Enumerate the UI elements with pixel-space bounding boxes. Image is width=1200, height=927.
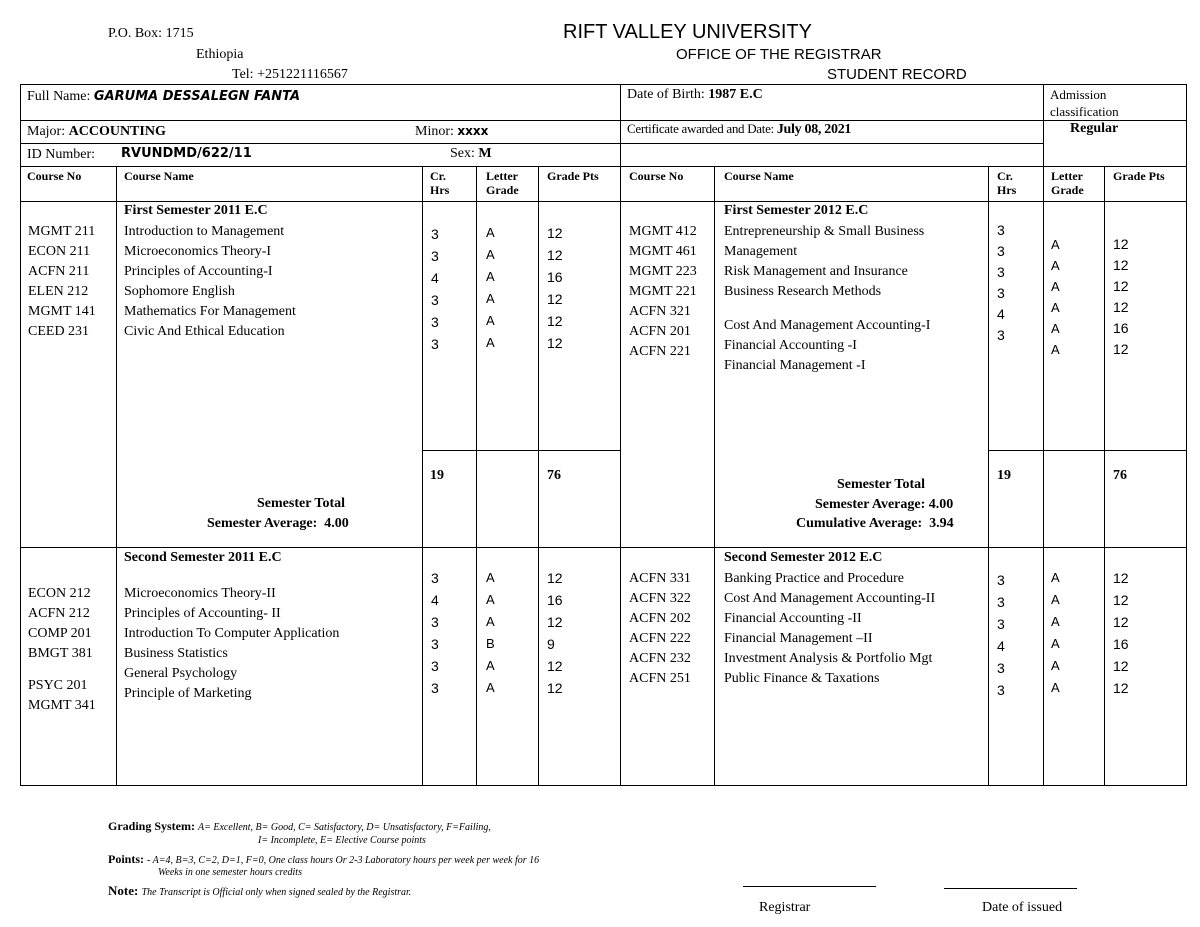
major-label: Major: bbox=[27, 124, 66, 139]
list-item: Management bbox=[724, 244, 798, 259]
list-item: Introduction To Computer Application bbox=[124, 626, 340, 641]
list-item: MGMT 412 bbox=[629, 224, 697, 239]
sex-field bbox=[450, 146, 492, 162]
sex-label: Sex: bbox=[450, 146, 475, 161]
country: Ethiopia bbox=[196, 47, 244, 62]
major-value: ACCOUNTING bbox=[68, 124, 166, 139]
id-label: ID Number: bbox=[27, 147, 96, 162]
list-item: ACFN 331 bbox=[629, 571, 691, 586]
list-item: ACFN 212 bbox=[28, 606, 90, 621]
list-item: BMGT 381 bbox=[28, 646, 93, 661]
list-item: COMP 201 bbox=[28, 626, 92, 641]
sem-2011-2-title: Second Semester 2011 E.C bbox=[124, 550, 282, 565]
list-item: ACFN 221 bbox=[629, 344, 691, 359]
list-item: ACFN 202 bbox=[629, 611, 691, 626]
list-item: Financial Management –II bbox=[724, 631, 873, 646]
sem-2012-1-total-hrs: 19 bbox=[997, 468, 1011, 483]
sem-2011-1-total-label: Semester Total bbox=[257, 496, 346, 511]
grading-line-2: I= Incomplete, E= Elective Course points bbox=[258, 835, 426, 846]
list-item: Mathematics For Management bbox=[124, 304, 296, 319]
list-item: ACFN 201 bbox=[629, 324, 691, 339]
list-item: MGMT 211 bbox=[28, 224, 96, 239]
sem-2011-2-points: 12 16 12 9 12 12 bbox=[547, 570, 563, 696]
sem-2011-2-course-nos-a bbox=[28, 584, 93, 664]
sem-2012-1-course-names-a bbox=[724, 222, 924, 302]
sem-2012-1-title: First Semester 2012 E.C bbox=[724, 203, 869, 218]
points-info bbox=[108, 852, 539, 867]
note-label: Note: bbox=[108, 883, 139, 898]
list-item: MGMT 341 bbox=[28, 698, 96, 713]
registrar-signature-line bbox=[743, 886, 876, 887]
full-name-field bbox=[27, 89, 300, 105]
sem-2012-1-total-pts: 76 bbox=[1113, 468, 1127, 483]
list-item: ECON 212 bbox=[28, 586, 91, 601]
sem-2012-2-cr-hrs: 3 3 3 4 3 3 bbox=[997, 572, 1005, 698]
grading-line-1: A= Excellent, B= Good, C= Satisfactory, D= Unsatisfactory, F=Failing, bbox=[198, 822, 491, 833]
list-item: General Psychology bbox=[124, 666, 238, 681]
major-field bbox=[27, 124, 166, 140]
list-item: Business Statistics bbox=[124, 646, 228, 661]
sem-2011-1-title: First Semester 2011 E.C bbox=[124, 203, 268, 218]
list-item: Sophomore English bbox=[124, 284, 235, 299]
points-line-1: - A=4, B=3, C=2, D=1, F=0, One class hours Or 2-3 Laboratory hours per week per week for 16 bbox=[147, 855, 540, 866]
certificate-label: Certificate awarded and Date: bbox=[627, 121, 774, 136]
list-item: CEED 231 bbox=[28, 324, 90, 339]
list-item: Introduction to Management bbox=[124, 224, 285, 239]
list-item: Banking Practice and Procedure bbox=[724, 571, 904, 586]
list-item: Civic And Ethical Education bbox=[124, 324, 285, 339]
sem-2012-2-course-nos bbox=[629, 569, 691, 689]
sem-2012-2-course-names bbox=[724, 569, 935, 689]
university-name: RIFT VALLEY UNIVERSITY bbox=[563, 21, 812, 43]
id-value: RVUNDMD/622/11 bbox=[121, 146, 252, 161]
registrar-label: Registrar bbox=[759, 900, 811, 915]
list-item: MGMT 223 bbox=[629, 264, 697, 279]
minor-field bbox=[415, 124, 488, 140]
list-item: Investment Analysis & Portfolio Mgt bbox=[724, 651, 933, 666]
sem-2012-1-cumulative: Cumulative Average: 3.94 bbox=[796, 516, 954, 531]
student-record-title: STUDENT RECORD bbox=[827, 66, 967, 83]
full-name-label: Full Name: bbox=[27, 89, 91, 104]
sem-2011-2-cr-hrs: 3 4 3 3 3 3 bbox=[431, 570, 439, 696]
dob-field bbox=[627, 87, 763, 103]
grading-system bbox=[108, 819, 491, 834]
sem-2012-1-course-nos bbox=[629, 222, 697, 362]
list-item: Public Finance & Taxations bbox=[724, 671, 880, 686]
header-grade-pts-2: Grade Pts bbox=[1113, 169, 1165, 183]
po-box: P.O. Box: 1715 bbox=[108, 26, 194, 41]
list-item: ACFN 322 bbox=[629, 591, 691, 606]
list-item: Principle of Marketing bbox=[124, 686, 252, 701]
list-item: Financial Management -I bbox=[724, 358, 866, 373]
sem-2011-2-course-names-a bbox=[124, 584, 339, 664]
sem-2011-2-grades: A A A B A A bbox=[486, 570, 495, 695]
grading-label: Grading System: bbox=[108, 819, 195, 833]
list-item: Financial Accounting -II bbox=[724, 611, 862, 626]
sem-2012-1-points: 12 12 12 12 16 12 bbox=[1113, 236, 1129, 357]
list-item: ACFN 321 bbox=[629, 304, 691, 319]
list-item: ELEN 212 bbox=[28, 284, 89, 299]
sem-2011-1-points: 12 12 16 12 12 12 bbox=[547, 225, 563, 351]
sem-2012-1-course-names-b bbox=[724, 316, 930, 376]
sem-2011-1-average: Semester Average: 4.00 bbox=[207, 516, 349, 531]
header-cr-hrs-2: Cr. Hrs bbox=[997, 169, 1017, 197]
list-item: ACFN 222 bbox=[629, 631, 691, 646]
list-item: Risk Management and Insurance bbox=[724, 264, 908, 279]
sem-2012-1-total-label: Semester Total bbox=[837, 477, 926, 492]
sem-2011-1-total-hrs: 19 bbox=[430, 468, 444, 483]
note-text: The Transcript is Official only when signed sealed by the Registrar. bbox=[141, 887, 412, 898]
certificate-field bbox=[627, 121, 851, 138]
sem-2012-1-grades: A A A A A A bbox=[1051, 237, 1060, 357]
sem-2011-1-total-pts: 76 bbox=[547, 468, 561, 483]
dob-label: Date of Birth: bbox=[627, 87, 705, 102]
sem-2011-2-course-names-b bbox=[124, 664, 252, 704]
list-item: PSYC 201 bbox=[28, 678, 88, 693]
list-item: Financial Accounting -I bbox=[724, 338, 857, 353]
points-label: Points: bbox=[108, 852, 144, 866]
list-item: Principles of Accounting- II bbox=[124, 606, 281, 621]
sem-2012-2-grades: A A A A A A bbox=[1051, 570, 1060, 695]
list-item: MGMT 141 bbox=[28, 304, 96, 319]
list-item: MGMT 221 bbox=[629, 284, 697, 299]
header-cr-hrs: Cr. Hrs bbox=[430, 169, 450, 197]
header-letter-grade-2: Letter Grade bbox=[1051, 169, 1084, 197]
list-item: MGMT 461 bbox=[629, 244, 697, 259]
sem-2012-2-points: 12 12 12 16 12 12 bbox=[1113, 570, 1129, 696]
minor-label: Minor: bbox=[415, 124, 454, 139]
list-item: ACFN 251 bbox=[629, 671, 691, 686]
list-item: Cost And Management Accounting-I bbox=[724, 318, 931, 333]
sem-2012-1-cr-hrs: 3 3 3 3 4 3 bbox=[997, 222, 1005, 343]
list-item: ACFN 232 bbox=[629, 651, 691, 666]
sem-2011-1-cr-hrs: 3 3 4 3 3 3 bbox=[431, 226, 439, 352]
list-item: Entrepreneurship & Small Business bbox=[724, 224, 925, 239]
header-course-no: Course No bbox=[27, 169, 82, 183]
list-item: Microeconomics Theory-II bbox=[124, 586, 276, 601]
sem-2011-1-grades: A A A A A A bbox=[486, 225, 495, 350]
sem-2012-1-average: Semester Average: 4.00 bbox=[815, 497, 954, 512]
sem-2011-1-course-nos bbox=[28, 222, 96, 342]
list-item: Business Research Methods bbox=[724, 284, 882, 299]
note bbox=[108, 883, 411, 899]
header-course-no-2: Course No bbox=[629, 169, 684, 183]
list-item: ACFN 211 bbox=[28, 264, 90, 279]
certificate-date: July 08, 2021 bbox=[776, 122, 852, 137]
sex-value: M bbox=[478, 146, 492, 161]
list-item: Cost And Management Accounting-II bbox=[724, 591, 936, 606]
list-item: Principles of Accounting-I bbox=[124, 264, 273, 279]
header-course-name-2: Course Name bbox=[724, 169, 794, 183]
list-item: Microeconomics Theory-I bbox=[124, 244, 272, 259]
points-line-2: Weeks in one semester hours credits bbox=[158, 867, 302, 878]
list-item: ECON 211 bbox=[28, 244, 91, 259]
dob-value: 1987 E.C bbox=[708, 87, 763, 102]
header-course-name: Course Name bbox=[124, 169, 194, 183]
telephone: Tel: +251221116567 bbox=[232, 67, 348, 82]
header-grade-pts: Grade Pts bbox=[547, 169, 599, 183]
registrar-office: OFFICE OF THE REGISTRAR bbox=[676, 46, 882, 63]
full-name-value: GARUMA DESSALEGN FANTA bbox=[93, 89, 301, 104]
header-letter-grade: Letter Grade bbox=[486, 169, 519, 197]
sem-2011-1-course-names bbox=[124, 222, 296, 342]
sem-2011-2-course-nos-b bbox=[28, 676, 96, 716]
minor-value: xxxx bbox=[457, 124, 489, 138]
date-issued-label: Date of issued bbox=[982, 900, 1063, 915]
admission-label: Admission classification bbox=[1050, 87, 1119, 119]
sem-2012-2-title: Second Semester 2012 E.C bbox=[724, 550, 883, 565]
admission-value: Regular bbox=[1070, 121, 1119, 136]
date-signature-line bbox=[944, 888, 1077, 889]
